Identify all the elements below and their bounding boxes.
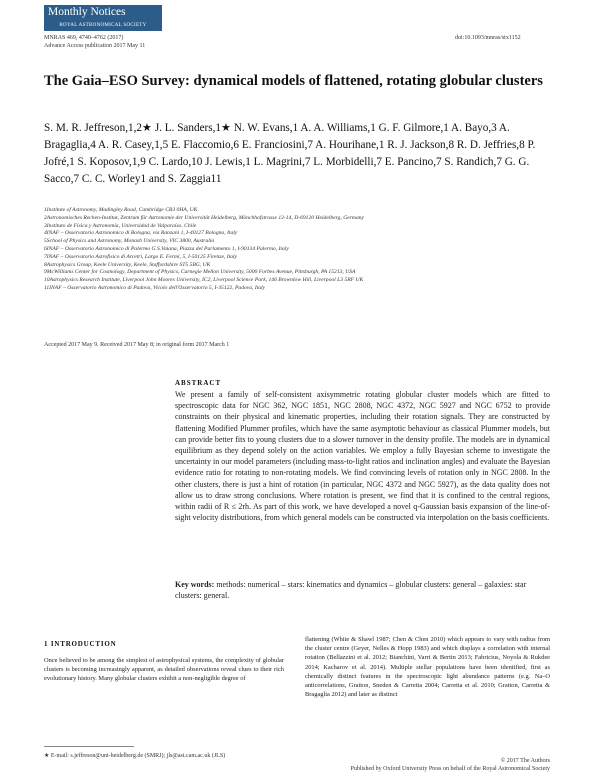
affiliation: 5School of Physics and Astronomy, Monash University, VIC 3800, Australia (44, 238, 215, 245)
logo-title: Monthly Notices (48, 6, 126, 18)
footnote-rule (44, 746, 134, 747)
intro-column-left: Once believed to be among the simplest of astrophysical systems, the complexity of globular clusters is becoming increasingly apparent, as detailed observations reveal clues to their rich evolutionary history. Many globular clusters exhibit a non-negligible degree of (44, 657, 284, 683)
keywords-text: methods: numerical – stars: kinematics and dynamics – globular clusters: general – galaxies: star clusters: general. (175, 580, 527, 601)
affiliation: 2Astronomisches Rechen-Institut, Zentrum für Astronomie der Universität Heidelberg, Mönchhofstrasse 12-14, D-69120 Heidelberg, Germany (44, 214, 365, 221)
affiliation: 4INAF – Osservatorio Astronomico di Bologna, via Ranzani 1, I-40127 Bologna, Italy (44, 230, 238, 237)
section-heading: 1 INTRODUCTION (44, 640, 117, 648)
publisher-note: Published by Oxford University Press on behalf of the Royal Astronomical Society (350, 766, 550, 772)
email-footnote: ★ E-mail: s.jeffreson@uni-heidelberg.de (SMRJ); jls@ast.cam.ac.uk (JLS) (44, 753, 226, 759)
accepted-dates: Accepted 2017 May 9. Received 2017 May 8; in original form 2017 March 1 (44, 342, 230, 348)
citation: MNRAS 469, 4740–4762 (2017) (44, 35, 124, 41)
affiliation: 8Astrophysics Group, Keele University, Keele, Staffordshire ST5 5BG, UK (44, 261, 211, 268)
abstract-heading: ABSTRACT (175, 379, 222, 387)
copyright-block (305, 757, 550, 773)
doi-link[interactable]: doi:10.1093/mnras/stx1152 (455, 35, 521, 41)
affiliation: 11INAF – Osservatorio Astronomico di Padova, Vicolo dell'Osservatorio 5, I-35122, Padova, Italy (44, 284, 266, 291)
affiliation: 9McWilliams Center for Cosmology, Department of Physics, Carnegie Mellon University, 5000 Forbes Avenue, Pittsburgh, PA 15213, USA (44, 269, 356, 276)
advance-access: Advance Access publication 2017 May 11 (44, 43, 146, 49)
affiliation: 3Instituto de Física y Astronomía, Universidad de Valparaíso, Chile (44, 222, 197, 229)
copyright: © 2017 The Authors (500, 758, 550, 764)
keywords-label: Key words: (175, 580, 215, 589)
affiliation: 10Astrophysics Research Institute, Liverpool John Moores University, IC2, Liverpool Science Park, 146 Brownlow Hill, Liverpool L3 5RF UK (44, 277, 364, 284)
affiliation: 6INAF – Osservatorio Astronomico di Palermo G.S.Vaiana, Piazza del Parlamento 1, I-90134 Palermo, Italy (44, 245, 289, 252)
paper-title: The Gaia–ESO Survey: dynamical models of flattened, rotating globular clusters (44, 73, 543, 89)
logo-subtitle: ROYAL ASTRONOMICAL SOCIETY (44, 21, 162, 31)
affiliations (44, 207, 554, 293)
author-list: S. M. R. Jeffreson,1,2★ J. L. Sanders,1★ N. W. Evans,1 A. A. Williams,1 G. F. Gilmore,1 A. Bayo,3 A. Bragaglia,4 A. R. Casey,1,5 E. Flaccomio,6 E. Franciosini,7 A. Hourihane,1 R. J. Jackson,8 R. D. Jeffries,8 P. Jofré,1 S. Koposov,1,9 C. Lardo,10 J. Lewis,1 L. Magrini,7 L. Morbidelli,7 E. Pancino,7 S. Randich,7 G. G. Sacco,7 C. C. Worley1 and S. Zaggia11 (44, 122, 536, 185)
affiliation: 1Institute of Astronomy, Madingley Road, Cambridge CB3 0HA, UK (44, 207, 198, 213)
affiliation: 7INAF – Osservatorio Astrofisico di Arcetri, Largo E. Fermi, 5, I-50125 Firenze, Italy (44, 253, 238, 260)
keywords (175, 579, 550, 601)
intro-column-right: flattening (White & Shawl 1987; Chen & Chen 2010) which appears to vary with radius from the cluster centre (Geyer, Nelles & Hopp 1983) and which displays a correlation with internal rotation (Bellazzini et al. 2012; Bianchini, Varri & Bertin 2013; Fabricius, Noyola & Rukdee 2014; Kacharov et al. 2014). Multiple stellar populations have been identified, first as chemically distinct features in the spectroscopic light abundance patterns (e.g. Na–O anticorrelations, Gratton, Sneden & Carretta 2004; Carretta et al. 2010; Gratton, Carretta & Bragaglia 2012) and later as distinct (305, 636, 550, 699)
abstract-text: We present a family of self-consistent axisymmetric rotating globular cluster models which are fitted to spectroscopic data for NGC 362, NGC 1851, NGC 2808, NGC 4372, NGC 5927 and NGC 6752 to provide constraints on their physical and kinematic properties, including their rotation signals. They are constructed by flattening Modified Plummer profiles, which have the same asymptotic behaviour as classical Plummer models, but can provide better fits to young clusters due to a slower turnover in the density profile. The models are in dynamical equilibrium as they depend solely on the action variables. We employ a fully Bayesian scheme to investigate the uncertainty in our model parameters (including mass-to-light ratios and inclination angles) and evaluate the Bayesian evidence ratio for rotating to non-rotating models. We find convincing levels of rotation only in NGC 2808. In the other clusters, there is just a hint of rotation (in particular, NGC 4372 and NGC 5927), as the data quality does not allow us to draw strong conclusions. Where rotation is present, we find that it is confined to the central regions, within radii of R ≤ 2rh. As part of this work, we have developed a novel q-Gaussian basis expansion of the line-of-sight velocity distributions, from which general models can be constructed via interpolation on the basis coefficients. (175, 390, 550, 523)
